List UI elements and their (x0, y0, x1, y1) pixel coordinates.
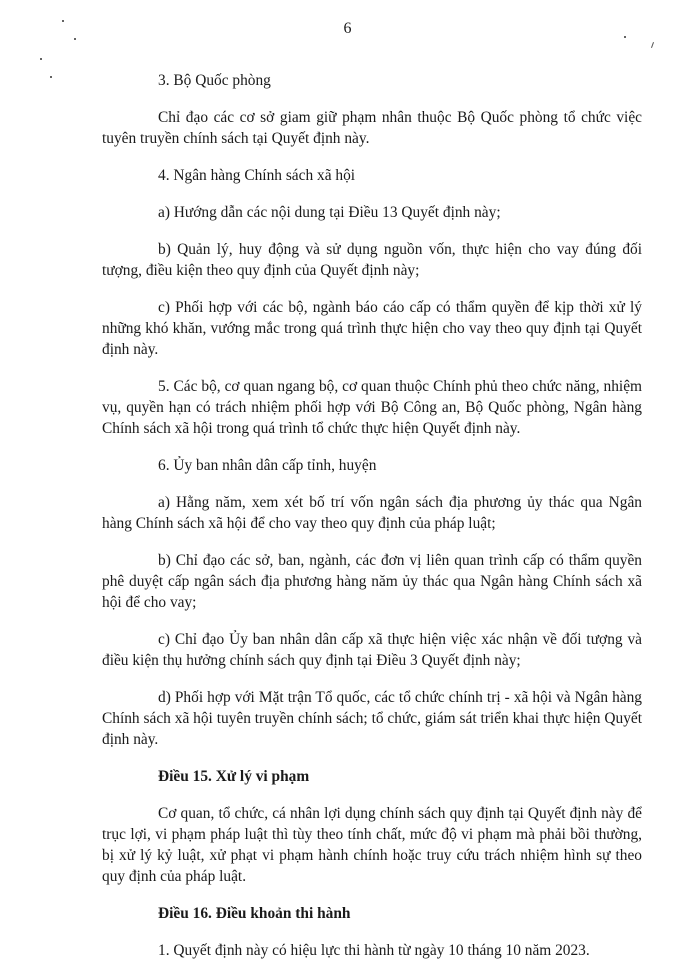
paragraph: b) Quản lý, huy động và sử dụng nguồn vốn, thực hiện cho vay đúng đối tượng, điều kiện theo quy định của Quyết định này; (102, 241, 642, 279)
article-heading: Điều 15. Xử lý vi phạm (158, 768, 310, 785)
paragraph: b) Chỉ đạo các sở, ban, ngành, các đơn vị liên quan trình cấp có thẩm quyền phê duyệt cấp ngân sách địa phương hàng năm ủy thác qua Ngân hàng Chính sách xã hội để cho vay; (102, 552, 642, 611)
paragraph: Cơ quan, tổ chức, cá nhân lợi dụng chính sách quy định tại Quyết định này để trục lợi, vi phạm pháp luật thì tùy theo tính chất, mức độ vi phạm mà phải bồi thường, bị xử lý kỷ luật, xử phạt vi phạm hành chính hoặc truy cứu trách nhiệm hình sự theo quy định của pháp luật. (102, 805, 642, 885)
article-heading: Điều 16. Điều khoản thi hành (158, 905, 351, 922)
paragraph: d) Phối hợp với Mặt trận Tổ quốc, các tổ chức chính trị - xã hội và Ngân hàng Chính sách xã hội tuyên truyền chính sách; tổ chức, giám sát triển khai thực hiện Quyết định này. (102, 689, 642, 748)
document-body (102, 70, 642, 977)
paragraph: 5. Các bộ, cơ quan ngang bộ, cơ quan thuộc Chính phủ theo chức năng, nhiệm vụ, quyền hạn có trách nhiệm phối hợp với Bộ Công an, Bộ Quốc phòng, Ngân hàng Chính sách xã hội trong quá trình tổ chức thực hiện Quyết định này. (102, 378, 642, 437)
paragraph: a) Hằng năm, xem xét bố trí vốn ngân sách địa phương ủy thác qua Ngân hàng Chính sách xã hội để cho vay theo quy định của pháp luật; (102, 494, 642, 532)
paragraph: 1. Quyết định này có hiệu lực thi hành từ ngày 10 tháng 10 năm 2023. (158, 942, 590, 959)
paragraph: a) Hướng dẫn các nội dung tại Điều 13 Quyết định này; (158, 204, 501, 221)
page-number: 6 (343, 20, 352, 37)
paragraph: c) Chỉ đạo Ủy ban nhân dân cấp xã thực hiện việc xác nhận về đối tượng và điều kiện thụ hưởng chính sách quy định tại Điều 3 Quyết định này; (102, 631, 642, 669)
paragraph: c) Phối hợp với các bộ, ngành báo cáo cấp có thẩm quyền để kịp thời xử lý những khó khăn, vướng mắc trong quá trình thực hiện cho vay theo quy định tại Quyết định này. (102, 299, 642, 358)
scan-speck (50, 76, 52, 78)
scan-mark (651, 42, 654, 48)
scan-speck (40, 58, 42, 60)
paragraph: Chỉ đạo các cơ sở giam giữ phạm nhân thuộc Bộ Quốc phòng tổ chức việc tuyên truyền chính sách tại Quyết định này. (102, 109, 642, 147)
section-heading: 3. Bộ Quốc phòng (158, 72, 271, 89)
section-heading: 6. Ủy ban nhân dân cấp tỉnh, huyện (158, 457, 377, 474)
section-heading: 4. Ngân hàng Chính sách xã hội (158, 167, 356, 184)
scan-speck (74, 38, 76, 40)
